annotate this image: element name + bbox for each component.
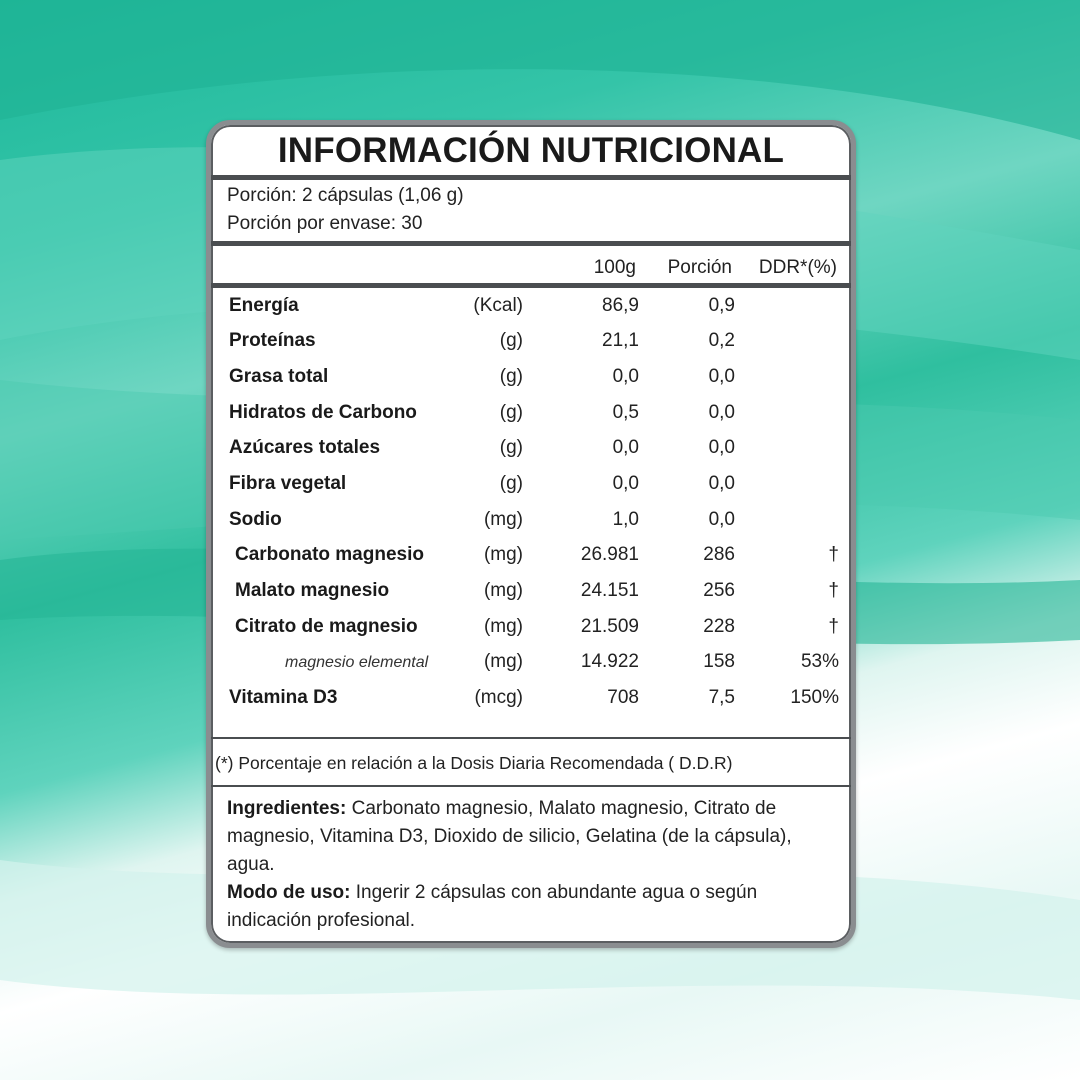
value-per-portion: 0,0: [708, 509, 735, 530]
divider: [211, 283, 851, 288]
nutrient-name: Energía: [229, 295, 299, 316]
usage-label: Modo de uso:: [227, 882, 351, 903]
value-per-100g: 0,5: [612, 402, 639, 423]
ingredients-text: Carbonato magnesio, Malato magnesio, Citrato de magnesio, Vitamina D3, Dioxido de silicio, Gelatina (de la cápsula), agua.: [227, 798, 792, 875]
table-row: [211, 295, 851, 329]
value-per-portion: 0,9: [708, 295, 735, 316]
nutrient-unit: (g): [499, 402, 523, 423]
value-ddr: †: [828, 580, 839, 601]
value-per-100g: 21.509: [580, 616, 639, 637]
value-ddr: †: [828, 544, 839, 565]
value-per-portion: 0,2: [708, 330, 735, 351]
ingredients-paragraph: [227, 795, 837, 879]
nutrient-name: Fibra vegetal: [229, 473, 347, 494]
divider: [211, 785, 851, 787]
value-per-100g: 86,9: [602, 295, 639, 316]
value-per-portion: 256: [703, 580, 735, 601]
value-per-100g: 24.151: [580, 580, 639, 601]
value-per-100g: 21,1: [602, 330, 639, 351]
nutrient-name: Proteínas: [229, 330, 316, 351]
nutrient-name: Hidratos de Carbono: [229, 402, 417, 423]
column-header-100g: 100g: [593, 257, 636, 278]
value-per-100g: 0,0: [612, 437, 639, 458]
value-per-portion: 0,0: [708, 473, 735, 494]
value-per-portion: 0,0: [708, 437, 735, 458]
nutrition-facts-panel: [206, 120, 856, 948]
nutrient-unit: (mg): [483, 544, 523, 565]
table-row: [211, 616, 851, 650]
value-per-portion: 228: [703, 616, 735, 637]
table-row: [211, 509, 851, 543]
value-ddr: 150%: [790, 687, 839, 708]
value-ddr: †: [828, 616, 839, 637]
value-per-portion: 158: [703, 651, 735, 672]
nutrient-name: Vitamina D3: [229, 687, 338, 708]
nutrient-unit: (mcg): [474, 687, 523, 708]
nutrient-unit: (g): [499, 366, 523, 387]
value-per-100g: 26.981: [580, 544, 639, 565]
table-row: [211, 544, 851, 578]
nutrient-unit: (mg): [483, 616, 523, 637]
divider: [211, 241, 851, 246]
nutrient-name: magnesio elemental: [285, 654, 429, 671]
nutrient-unit: (Kcal): [473, 295, 523, 316]
value-per-100g: 0,0: [612, 473, 639, 494]
value-per-portion: 7,5: [708, 687, 735, 708]
table-row: [211, 366, 851, 400]
nutrient-name: Azúcares totales: [229, 437, 381, 458]
table-row: [211, 651, 851, 685]
value-per-portion: 0,0: [708, 402, 735, 423]
nutrient-name: Citrato de magnesio: [235, 616, 418, 637]
usage-paragraph: [227, 879, 837, 935]
value-per-100g: 0,0: [612, 366, 639, 387]
serving-size: Porción: 2 cápsulas (1,06 g): [227, 185, 464, 206]
table-row: [211, 473, 851, 507]
table-row: [211, 687, 851, 721]
nutrient-name: Sodio: [229, 509, 282, 530]
servings-per-container: Porción por envase: 30: [227, 213, 423, 234]
nutrient-name: Carbonato magnesio: [235, 544, 424, 565]
panel-title: INFORMACIÓN NUTRICIONAL: [277, 131, 785, 170]
nutrient-unit: (mg): [483, 580, 523, 601]
divider: [211, 737, 851, 739]
nutrient-unit: (mg): [483, 509, 523, 530]
value-per-portion: 286: [703, 544, 735, 565]
nutrient-unit: (g): [499, 437, 523, 458]
ddr-footnote: (*) Porcentaje en relación a la Dosis Diaria Recomendada ( D.D.R): [215, 753, 733, 773]
column-header-portion: Porción: [667, 257, 732, 278]
nutrient-unit: (mg): [483, 651, 523, 672]
nutrient-unit: (g): [499, 473, 523, 494]
table-row: [211, 330, 851, 364]
column-header-ddr: DDR*(%): [758, 257, 837, 278]
nutrient-name: Malato magnesio: [235, 580, 390, 601]
usage-text: Ingerir 2 cápsulas con abundante agua o según indicación profesional.: [227, 882, 758, 931]
nutrient-name: Grasa total: [229, 366, 329, 387]
value-ddr: 53%: [800, 651, 839, 672]
value-per-100g: 708: [607, 687, 639, 708]
table-row: [211, 437, 851, 471]
nutrient-unit: (g): [499, 330, 523, 351]
value-per-100g: 14.922: [580, 651, 639, 672]
value-per-portion: 0,0: [708, 366, 735, 387]
value-per-100g: 1,0: [612, 509, 639, 530]
table-row: [211, 580, 851, 614]
table-row: [211, 402, 851, 436]
ingredients-label: Ingredientes:: [227, 798, 347, 819]
divider: [211, 175, 851, 180]
